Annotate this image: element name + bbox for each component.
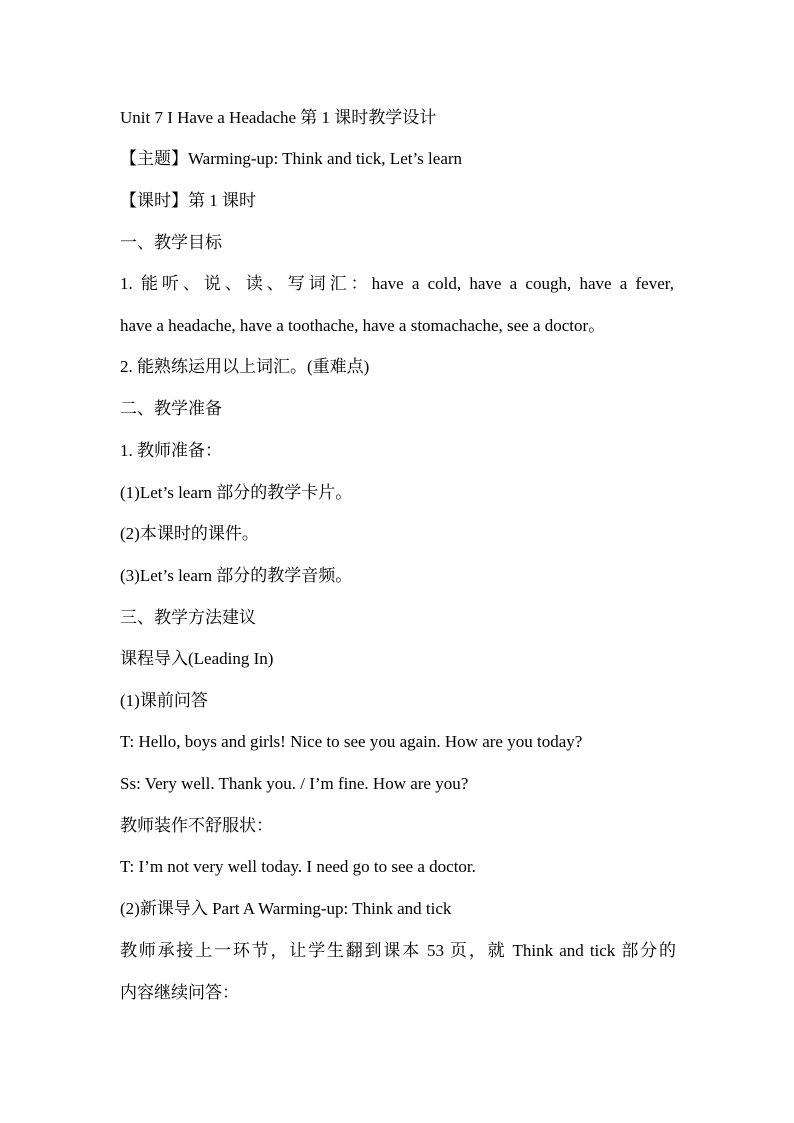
period-line: 【课时】第 1 课时: [120, 191, 256, 210]
goal-1-line-1: 1. 能听、说、读、写词汇：have a cold, have a cough, have a fever,: [120, 274, 674, 293]
leading-in-heading: 课程导入(Leading In): [120, 649, 274, 668]
document-title: Unit 7 I Have a Headache 第 1 课时教学设计: [120, 108, 437, 127]
dialogue-line-1: T: Hello, boys and girls! Nice to see you again. How are you today?: [120, 732, 583, 751]
teacher-preparation: 1. 教师准备：: [120, 441, 222, 460]
goal-1-line-2: have a headache, have a toothache, have a stomachache, see a doctor。: [120, 316, 606, 335]
section-heading-preparation: 二、教学准备: [120, 399, 222, 418]
prep-item-3: (3)Let’s learn 部分的教学音频。: [120, 566, 353, 585]
paragraph-line-2: 内容继续问答：: [120, 983, 239, 1002]
section-heading-objectives: 一、教学目标: [120, 233, 222, 252]
paragraph-line-1: 教师承接上一环节，让学生翻到课本 53 页，就 Think and tick 部分的: [120, 941, 676, 960]
step-1-heading: (1)课前问答: [120, 691, 208, 710]
teacher-note: 教师装作不舒服状：: [120, 816, 273, 835]
prep-item-1: (1)Let’s learn 部分的教学卡片。: [120, 483, 353, 502]
step-2-heading: (2)新课导入 Part A Warming-up: Think and tick: [120, 899, 452, 918]
section-heading-methods: 三、教学方法建议: [120, 608, 256, 627]
theme-line: 【主题】Warming-up: Think and tick, Let’s learn: [120, 149, 463, 168]
dialogue-line-3: T: I’m not very well today. I need go to see a doctor.: [120, 857, 476, 876]
goal-2: 2. 能熟练运用以上词汇。(重难点): [120, 357, 370, 376]
dialogue-line-2: Ss: Very well. Thank you. / I’m fine. How are you?: [120, 774, 469, 793]
prep-item-2: (2)本课时的课件。: [120, 524, 259, 543]
